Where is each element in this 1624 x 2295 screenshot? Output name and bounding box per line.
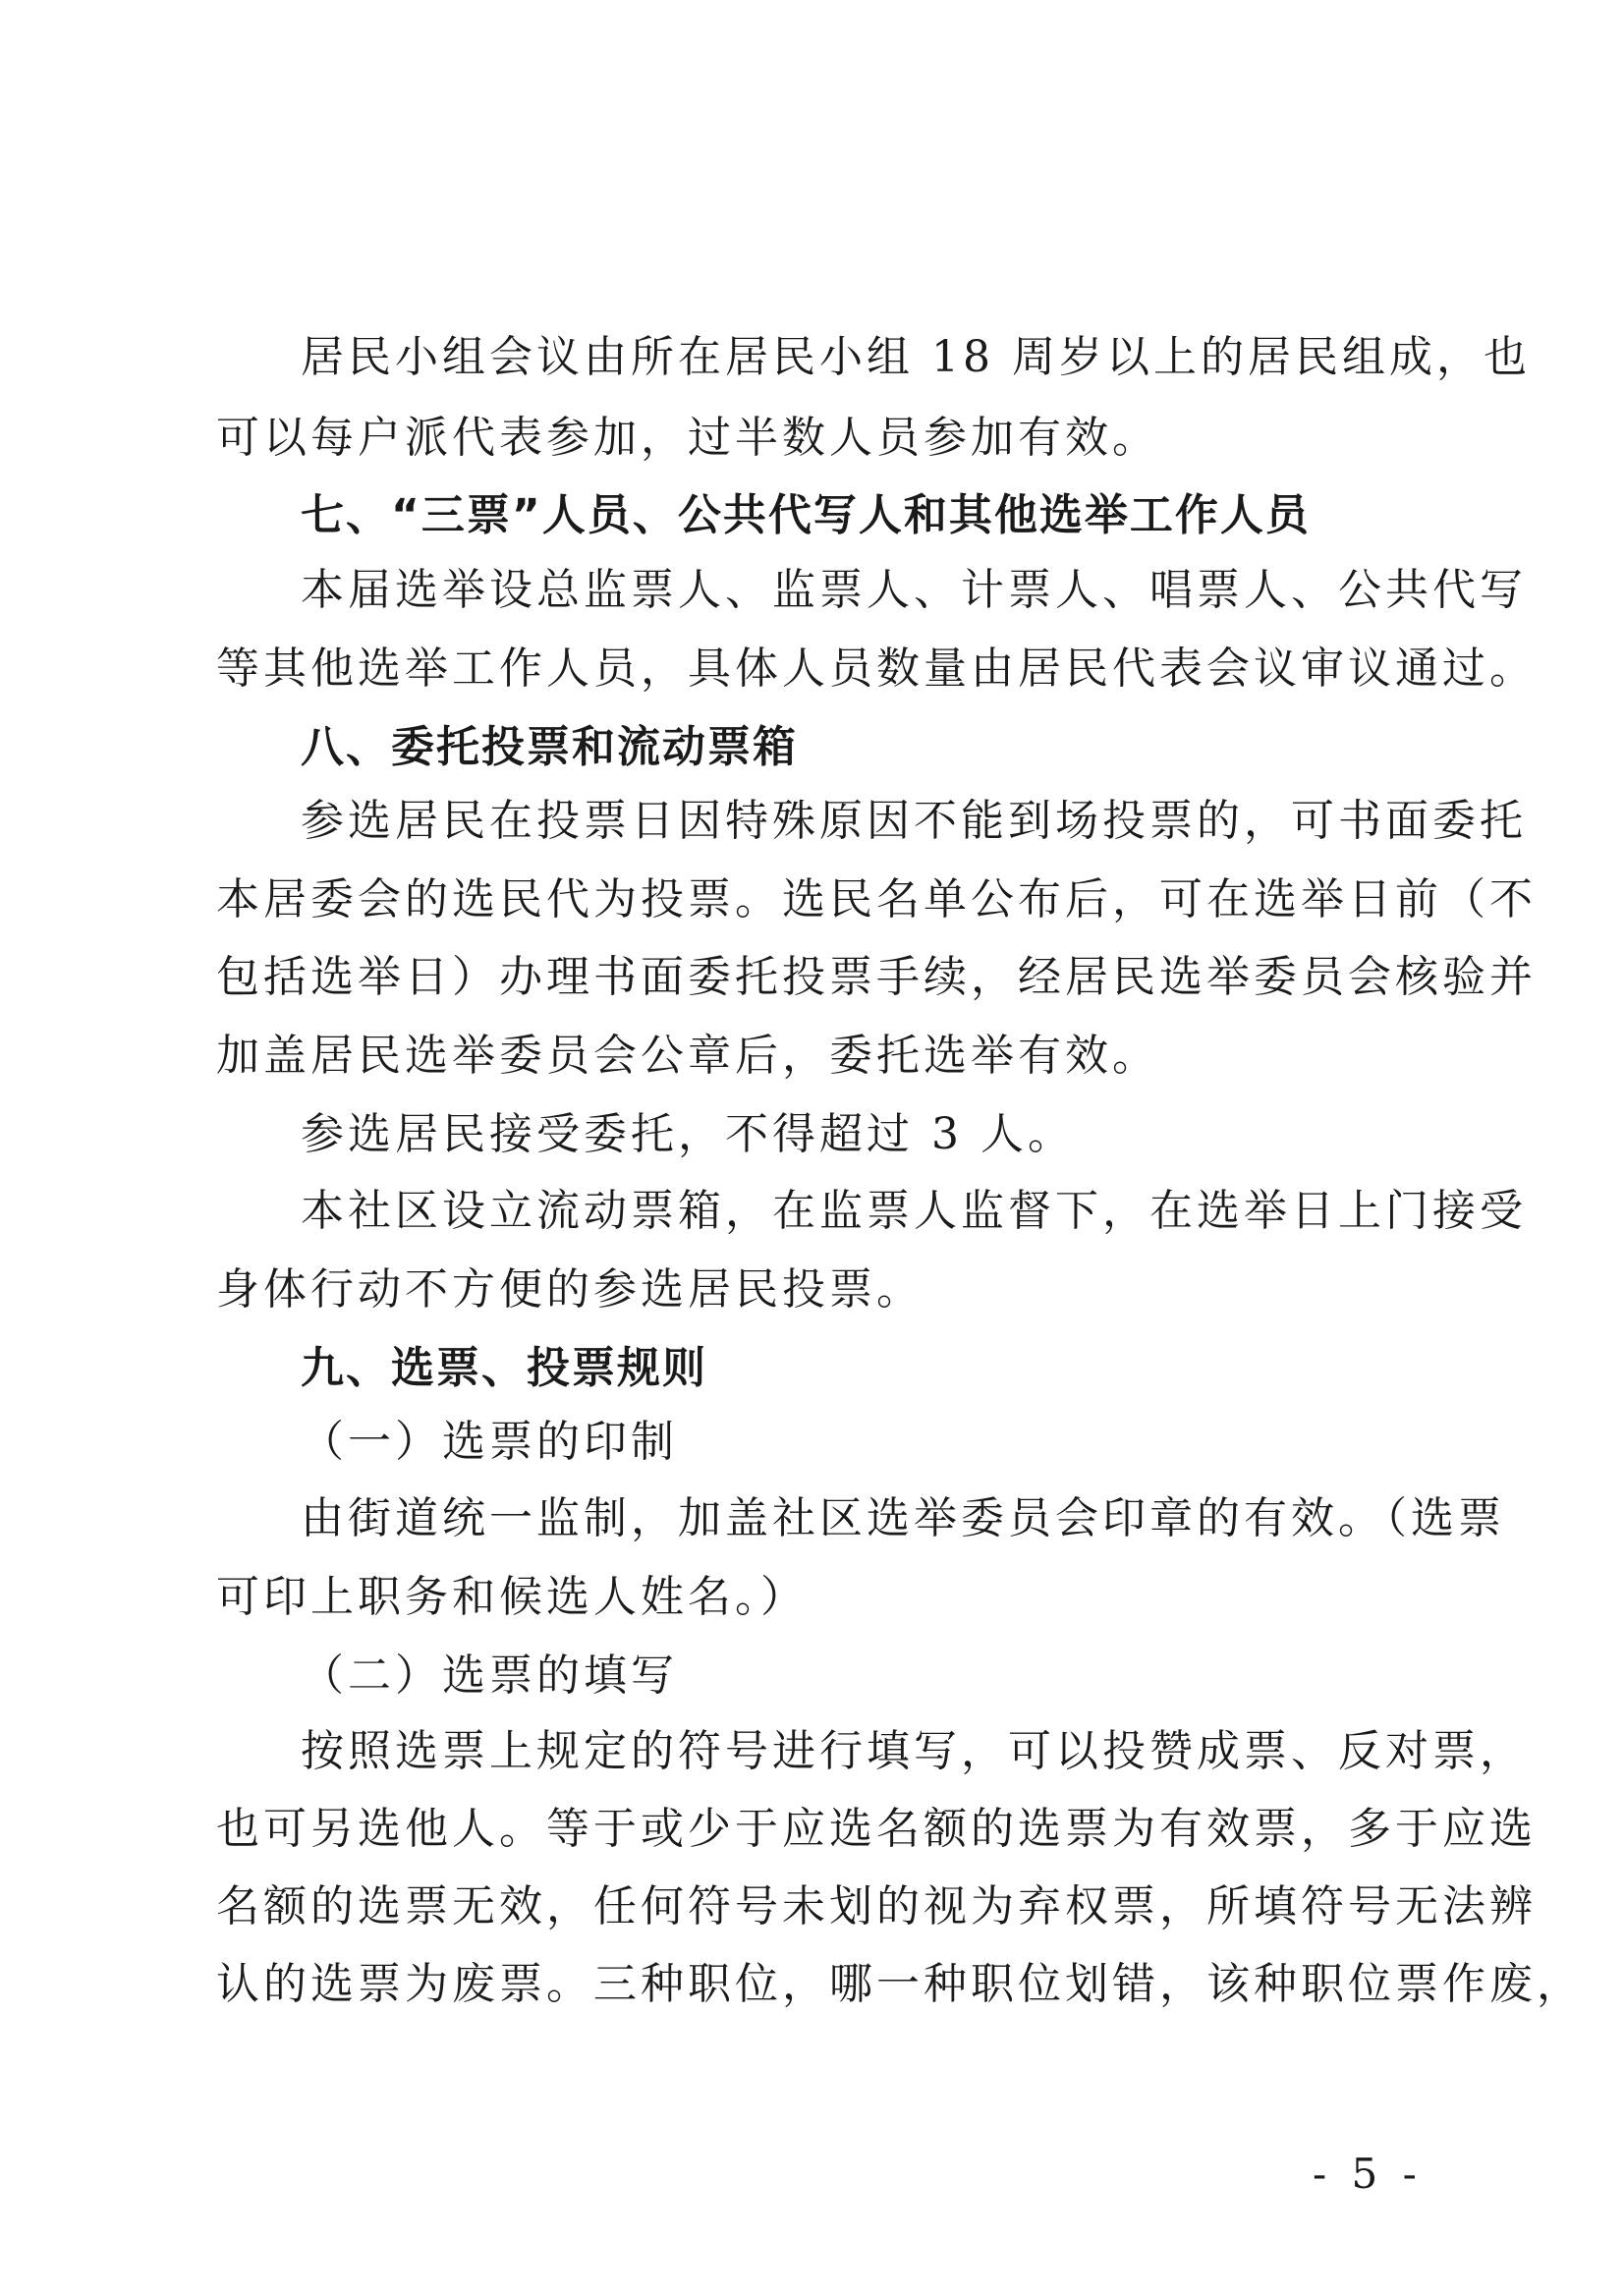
paragraph-line-15: 也可另选他人。等于或少于应选名额的选票为有效票，多于应选 — [216, 1804, 1537, 1854]
paragraph-line-12: 由街道统一监制，加盖社区选举委员会印章的有效。（选票 — [301, 1493, 1505, 1543]
subheading-2: （二）选票的填写 — [301, 1651, 678, 1701]
paragraph-line-5: 参选居民在投票日因特殊原因不能到场投票的，可书面委托 — [301, 796, 1527, 846]
section-heading-9: 九、选票、投票规则 — [301, 1343, 707, 1393]
paragraph-line-6: 本居委会的选民代为投票。选民名单公布后，可在选举日前（不 — [216, 874, 1537, 924]
subheading-1: （一）选票的印制 — [301, 1417, 678, 1467]
paragraph-line-13: 可印上职务和候选人姓名。） — [216, 1572, 808, 1622]
page-number: - 5 - — [1313, 2150, 1423, 2198]
paragraph-line-1: 居民小组会议由所在居民小组 18 周岁以上的居民组成，也 — [301, 332, 1531, 382]
paragraph-line-9: 参选居民接受委托，不得超过 3 人。 — [301, 1109, 1075, 1159]
paragraph-line-14: 按照选票上规定的符号进行填写，可以投赞成票、反对票， — [301, 1726, 1527, 1776]
paragraph-line-3: 本届选举设总监票人、监票人、计票人、唱票人、公共代写 — [301, 565, 1527, 615]
paragraph-line-17: 认的选票为废票。三种职位，哪一种职位划错，该种职位票作废， — [216, 1959, 1584, 2009]
paragraph-line-11: 身体行动不方便的参选居民投票。 — [216, 1264, 924, 1315]
paragraph-line-4: 等其他选举工作人员，具体人员数量由居民代表会议审议通过。 — [216, 644, 1537, 694]
paragraph-line-7: 包括选举日）办理书面委托投票手续，经居民选举委员会核验并 — [216, 952, 1537, 1002]
paragraph-line-2: 可以每户派代表参加，过半数人员参加有效。 — [216, 413, 1159, 463]
paragraph-line-10: 本社区设立流动票箱，在监票人监督下，在选举日上门接受 — [301, 1186, 1527, 1236]
section-heading-8: 八、委托投票和流动票箱 — [301, 722, 798, 772]
section-heading-7: 七、“三票”人员、公共代写人和其他选举工作人员 — [301, 490, 1311, 540]
paragraph-line-8: 加盖居民选举委员会公章后，委托选举有效。 — [216, 1031, 1159, 1081]
paragraph-line-16: 名额的选票无效，任何符号未划的视为弃权票，所填符号无法辨 — [216, 1881, 1537, 1931]
